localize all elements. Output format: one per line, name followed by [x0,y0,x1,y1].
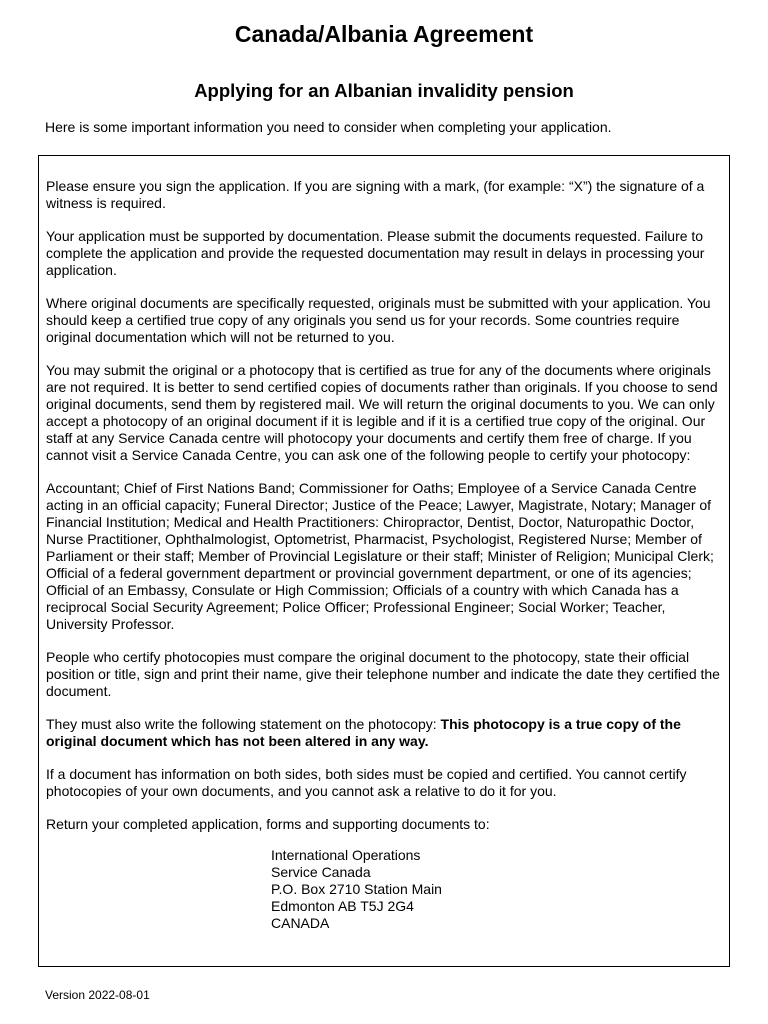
intro-text: Here is some important information you need to consider when completing your application. [45,119,612,135]
certifiers-paragraph: Accountant; Chief of First Nations Band; Commissioner for Oaths; Employee of a Service Canada Centre acting in an official capacity; Funeral Director; Justice of the Peace; Lawyer, Magistrate, Notary; Manager of Financial Institution; Medical and Health Practitioners: Chiropractor, Dentist, Doctor, Naturopathic Doctor, Nurse Practitioner, Ophthalmologist, Optometrist, Pharmacist, Psychologist, Registered Nurse; Member of Parliament or their staff; Member of Provincial Legislature or their staff; Minister of Religion; Municipal Clerk; Official of a federal government department or provincial government department, or one of its agencies; Official of an Embassy, Consulate or High Commission; Officials of a country with which Canada has a reciprocal Social Security Agreement; Police Officer; Professional Engineer; Social Worker; Teacher, University Professor. [46,480,714,632]
both-sides-paragraph: If a document has information on both sides, both sides must be copied and certified. You cannot certify photocopies of your own documents, and you cannot ask a relative to do it for you. [46,766,687,799]
statement-paragraph [46,716,721,750]
document-subtitle: Applying for an Albanian invalidity pension [194,80,574,101]
statement-lead: They must also write the following statement on the photocopy: [46,716,441,732]
address-line-1: International Operations [271,847,421,863]
version-label: Version 2022-08-01 [45,988,150,1002]
return-to-paragraph: Return your completed application, forms and supporting documents to: [46,816,490,832]
address-line-5: CANADA [271,915,330,931]
address-line-2: Service Canada [271,864,371,880]
originals-paragraph: Where original documents are specifically requested, originals must be submitted with your application. You should keep a certified true copy of any originals you send us for your records. Some countries require original documentation which will not be returned to you. [46,295,711,345]
address-line-3: P.O. Box 2710 Station Main [271,881,442,897]
address-line-4: Edmonton AB T5J 2G4 [271,898,414,914]
certify-procedure-paragraph: People who certify photocopies must compare the original document to the photocopy, state their official position or title, sign and print their name, give their telephone number and indicate the date they certified the document. [46,649,720,699]
signature-paragraph: Please ensure you sign the application. If you are signing with a mark, (for example: “X”) the signature of a witness is required. [46,178,705,211]
document-title: Canada/Albania Agreement [234,21,534,47]
documentation-paragraph: Your application must be supported by documentation. Please submit the documents requested. Failure to complete the application and provide the requested documentation may result in delays in processing your application. [46,228,705,278]
statement-bold: This photocopy is a true copy of the original document which has not been altered in any way. [46,716,681,749]
photocopy-paragraph: You may submit the original or a photocopy that is certified as true for any of the documents where originals are not required. It is better to send certified copies of documents rather than originals. If you choose to send original documents, send them by registered mail. We will return the original documents to you. We can only accept a photocopy of an original document if it is legible and if it is a certified true copy of the original. Our staff at any Service Canada centre will photocopy your documents and certify them free of charge. If you cannot visit a Service Canada Centre, you can ask one of the following people to certify your photocopy: [46,362,718,463]
information-box [38,155,730,967]
mailing-address [271,847,721,932]
